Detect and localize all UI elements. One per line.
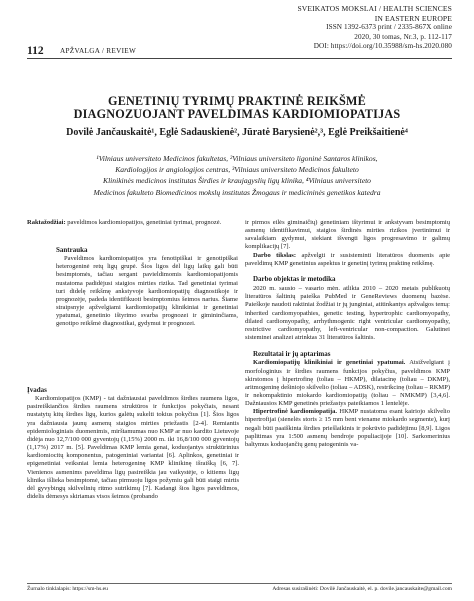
footer-rule (27, 583, 452, 584)
results-text: Atsižvelgiant į morfologinius ir širdies raumens funkcijos pokyčius, paveldimos KMP skirstomos į hipertrofinę (toliau – HKMP), dilatacinę (toliau – DKMP), aritmogeninę dešiniojo skilvelio (toliau – ADSK), restrikcinę (toliau – RKMP) ir nekompaktinio miokardo kardiomiopatiją (toliau – NMKMP) [3,4,6]. Dažniausios KMP genetinės priežastys pateikiamos 1 lentelėje. (245, 359, 450, 408)
intro-paragraph: Kardiomiopatijos (KMP) - tai dažniausiai paveldimos širdies raumens ligos, pasireiškiančios širdies raumens struktūros ir funkcijos pokyčiais, nesant nustatytų kitų širdies ligų, kurios galėtų sukelti tokius pokyčius [1]. Šios ligos yra dažniausia jaunų asmenų staigios mirties priežastis [2-4]. Remiantis epidemiologiniais duomenimis, mirštamumas nuo KMP ar nuo kardito Lietuvoje didėja nuo 12,7/100 000 gyventojų (1,15%) 2000 m. iki 16,8/100 000 gyventojų (1,17%) 2017 m. [5]. Paveldimas KMP lemia genai, koduojantys struktūrinius kardiomiocitų komponentus, patogeniniai variantai [6]. Aplinkos, genetiniai ir epigenetiniai veiksniai lemia heterogeninę KMP klinikinę išraišką [6, 7]. Vienienos asmenims paveldima ligų pasireiškia jau vaikystėje, o kitiems ligų klinika išlieka besimptomė, tačiau pirmuoju ligos požymiu gali būti staigi mirtis dėl gyvybingų skilvelinių ritmo sutrikimų [7]. Kadangi šios ligos paveldimos, didelis dėmesys skiriamas visos šeimos (probando (27, 395, 239, 501)
affiliations (30, 153, 444, 198)
summary-heading: Santrauka (56, 246, 88, 254)
summary-block (56, 246, 238, 329)
methods-heading: Darbo objektas ir metodika (253, 274, 336, 283)
article-title (30, 95, 444, 121)
journal-issn: ISSN 1392-6373 print / 2335-867X online (326, 23, 452, 32)
summary-text: Paveldimos kardiomiopatijos yra fenotipiškai ir genotipiškai heterogeninė retų ligų grupė. Šios ligos dėl ligų laikų gali būti besimptomės, tačiau sergant pavieldimomis kardiomiopatijomis nustatoma padidėjusi staigios mirties rizika. Tad genetiniai tyrimai turi didelę reikšmę ankstyvoje kardiomiopatijų diagnostikoje ir prognozėje, padeda identifikuoti besimptomius šeimos narius. Šiame straipsnyje apžvelgiami kardiomiopatijų klinikiniai ir genetiniai ypatumai, genetinio ištyrimo svarba prognozei ir gimininčiams, genotipo reikšmė diagnostikai, gydymui ir prognozei. (56, 255, 238, 328)
page-number: 112 (27, 45, 44, 57)
results-subheading: Kardiomiopatijų klinikiniai ir genetiniai ypatumai. (253, 359, 406, 367)
footer-journal-website[interactable]: Žurnalo tinklalapis: https://sm-hs.eu (27, 586, 108, 592)
journal-doi[interactable]: DOI: https://doi.org/10.35988/sm-hs.2020.080 (313, 42, 452, 51)
article-title-line1: GENETINIŲ TYRIMŲ PRAKTINĖ REIKŠMĖ (108, 94, 366, 108)
goal-text: apžvelgti ir susisteminti literatūros duomenis apie paveldimų KMP genetinius aspektus ir genetinį tyrimų praktinę reikšmę. (245, 251, 451, 267)
section-label: APŽVALGA / REVIEW (60, 47, 137, 55)
article-title-line2: DIAGNOZUOJANT PAVELDIMAS KARDIOMIOPATIJAS (73, 107, 401, 121)
affiliation-line: Medicinos fakulteto Biomedicinos mokslų institutas Žmogaus ir medicininės genetikos katedra (93, 187, 381, 197)
footer-correspondence[interactable]: Adresas susirašinėti: Dovilė Jančauskaitė, el. p. dovile.jancauskaite@gmail.com (272, 586, 452, 592)
affiliation-line: Klinikinės medicinos institutas Širdies ir kraujagyslių ligų klinika, ⁴Vilniaus universiteto (103, 176, 371, 186)
introduction-block (27, 386, 239, 501)
intro-heading: Įvadas (27, 386, 47, 394)
keywords-label: Raktažodžiai: (27, 219, 66, 226)
article-authors: Dovilė Jančauskaitė¹, Eglė Sadauskienė², Jūratė Barysienė²,³, Eglė Preikšaitienė⁴ (66, 127, 408, 138)
right-column (245, 219, 450, 449)
affiliation-line: ¹Vilniaus universiteto Medicinos fakultetas, ²Vilniaus universiteto ligoninė Santaros klinikos, (96, 154, 378, 163)
keywords (27, 219, 239, 227)
methods-text: 2020 m. sausio – vasario mėn. atlikta 2010 – 2020 metais publikuotų literatūros šaltinių paieška PubMed ir GeneReviews duomenų bazėse. Paieškoje naudoti raktiniai žodžiai ir jų junginiai, atitinkantys apžvalgos temą: inherited cardiomyopathies, genetic testing, hypertrophic cardiomyopathy, dilated cardiomyopathy, arrhythmogenic right ventricular cardiomyopathy, restrictive cardiomyopathy, left-ventricular non-compaction. Galutinei sisteminei analizei atrinktas 31 literatūros šaltinis. (245, 285, 450, 342)
journal-title-line2: IN EASTERN EUROPE (374, 13, 452, 23)
keywords-text: paveldimos kardiomiopatijos, genetiniai tyrimai, prognozė. (67, 219, 222, 226)
journal-header (222, 4, 452, 52)
results-heading: Rezultatai ir jų aptarimas (253, 350, 331, 359)
goal-label: Darbo tikslas: (253, 251, 297, 259)
journal-title-line1: SVEIKATOS MOKSLAI / HEALTH SCIENCES (297, 4, 452, 13)
hcm-text: HKMP nustatoma esant kairiojo skilvelio hipertrofijai (sienelės storis ≥ 15 mm bent viename miokardo segmente), kurį negali būti paaiškinta širdies priešlaikinis ir pokrūvio padidėjimu [8,9]. Ligos paplitimas yra 1:500 asmenų bendroje populiacijoje [10]. Sarkomerinius baltymus koduojančių genų patogeninis va- (245, 408, 450, 448)
affiliation-line: Kardiologijos ir angiologijos centras, ³Vilniaus universiteto Medicinos fakulteto (115, 165, 359, 175)
hcm-label: Hipertrofinė kardiomiopatija. (253, 408, 338, 416)
header-rule (27, 58, 452, 59)
journal-volume: 2020, 30 tomas, Nr.3, p. 112-117 (354, 32, 452, 41)
right-paragraph: ir pirmos eilės giminaičių) genetiniam ištyrimui ir ankstyvam besimptomių asmenų identifikavimui, staigios širdinės mirties rizikos įvertinimui ir savalaikiam gydymui, siekiant išvengti ligos progresavimo ir galimų komplikacijų [7]. (245, 219, 450, 251)
